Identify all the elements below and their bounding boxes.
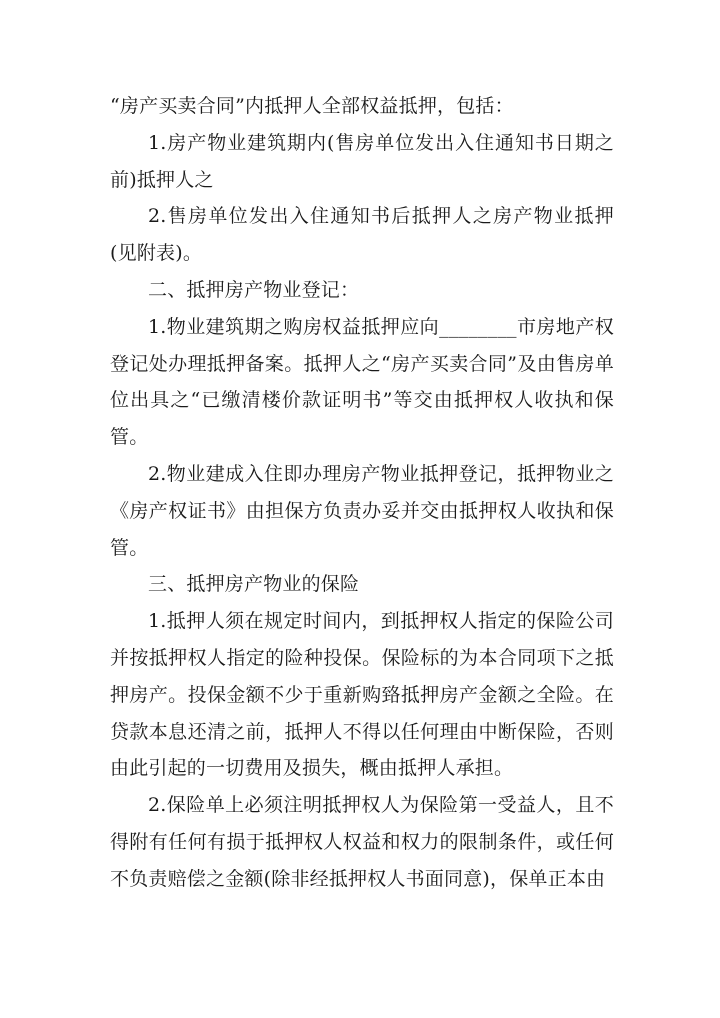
paragraph-item-after-move-in: 2.售房单位发出入住通知书后抵押人之房产物业抵押(见附表)。 <box>110 205 614 265</box>
paragraph-registration-completed: 2.物业建成入住即办理房产物业抵押登记，抵押物业之《房产权证书》由担保方负责办妥并交由抵押权人收执和保管。 <box>110 462 614 559</box>
document-page <box>110 88 614 898</box>
section-heading-insurance: 三、抵押房产物业的保险 <box>148 573 360 596</box>
paragraph-item-construction-period: 1.房产物业建筑期内(售房单位发出入住通知书日期之前)抵押人之 <box>110 131 614 191</box>
paragraph-rights-pledge-intro: “房产买卖合同”内抵押人全部权益抵押，包括： <box>110 95 514 117</box>
paragraph-registration-construction: 1.物业建筑期之购房权益抵押应向________市房地产权登记处办理抵押备案。抵押人之“房产买卖合同”及由售房单位出具之“已缴清楼价款证明书”等交由抵押权人收执和保管。 <box>110 315 614 449</box>
paragraph-insurance-beneficiary: 2.保险单上必须注明抵押权人为保险第一受益人，且不得附有任何有损于抵押权人权益和权力的限制条件，或任何不负责赔偿之金额(除非经抵押权人书面同意)，保单正本由 <box>110 794 614 890</box>
section-heading-registration: 二、抵押房产物业登记： <box>148 278 360 301</box>
paragraph-insurance-requirement: 1.抵押人须在规定时间内，到抵押权人指定的保险公司并按抵押权人指定的险种投保。保险标的为本合同项下之抵押房产。投保金额不少于重新购臵抵押房产金额之全险。在贷款本息还清之前，抵押人不得以任何理由中断保险，否则由此引起的一切费用及损失，概由抵押人承担。 <box>110 610 614 780</box>
